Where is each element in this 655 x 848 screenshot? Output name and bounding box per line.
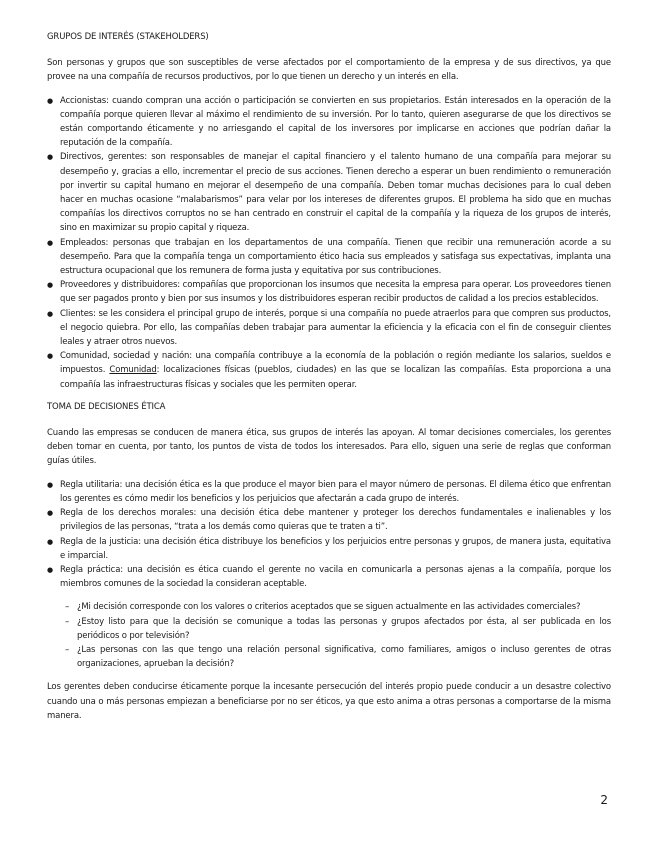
section-heading-stakeholders: GRUPOS DE INTERÉS (STAKEHOLDERS) (47, 32, 209, 42)
list-item: ● Regla de los derechos morales: una decisión ética debe mantener y proteger los derechos fundamentales e inalienables y los privilegios de las personas, “trata a los demás como quieras que te traten a ti”. (47, 506, 611, 534)
section-heading-ethical-decisions: TOMA DE DECISIONES ÉTICA (47, 401, 166, 412)
list-item-community (47, 349, 611, 392)
list-item: ● Regla de la justicia: una decisión ética distribuye los beneficios y los perjuicios entre personas y grupos, de manera justa, equitativa e imparcial. (47, 535, 611, 563)
stakeholders-list (47, 94, 611, 392)
ethical-decisions-intro-paragraph: Cuando las empresas se conducen de manera ética, sus grupos de interés las apoyan. Al tomar decisiones comerciales, los gerentes deben tomar en cuenta, por tanto, los puntos de vista de todos los interesados. Para ello, siguen una serie de reglas que conforman guías útiles. (47, 428, 611, 467)
list-item: – ¿Estoy listo para que la decisión se comunique a todas las personas y grupos afectados por ésta, al ser publicada en los periódicos o por televisión? (65, 615, 611, 643)
list-item: ● Empleados: personas que trabajan en los departamentos de una compañía. Tienen que recibir una remuneración acorde a su desempeño. Para que la compañía tenga un comportamiento ético hacia sus empleados y satisfaga sus expectativas, implanta una estructura ocupacional que los remunera de forma justa y equitativa por sus contribuciones. (47, 236, 611, 279)
community-text-before: Comunidad, sociedad y nación: una compañía contribuye a la economía de la población o región mediante los salarios, sueldos e impuestos. (60, 351, 611, 376)
stakeholders-intro-paragraph: Son personas y grupos que son susceptibles de verse afectados por el comportamiento de la empresa y de sus directivos, ya que provee na una compañía de recursos productivos, por lo que tienen un derecho y un interés en ella. (47, 58, 611, 83)
questions-list (65, 600, 611, 671)
community-text-after: : localizaciones físicas (pueblos, ciudades) en las que se localizan las compañías. Esta proporciona a una compañía las infraestructuras físicas y sociales que les permiten operar. (60, 365, 611, 390)
list-item: ● Accionistas: cuando compran una acción o participación se convierten en sus propietarios. Están interesados en la operación de la compañía porque quieren llevar al máximo el rendimiento de su inversión. Por lo tanto, quieren asegurarse de que los directivos se están comportando éticamente y no arriesgando el capital de los inversores por implicarse en acciones que podrían dañar la reputación de la compañía. (47, 94, 611, 151)
list-item: – ¿Las personas con las que tengo una relación personal significativa, como familiares, amigos o incluso gerentes de otras organizaciones, aprueban la decisión? (65, 643, 611, 671)
document-page (47, 30, 611, 723)
list-item: – ¿Mi decisión corresponde con los valores o criterios aceptados que se siguen actualmente en las actividades comerciales? (65, 600, 611, 614)
list-item: ● Clientes: se les considera el principal grupo de interés, porque si una compañía no puede atraerlos para que compren sus productos, el negocio quiebra. Por ello, las compañías deben trabajar para aumentar la eficiencia y la eficacia con el fin de conseguir clientes leales y atraer otros nuevos. (47, 307, 611, 350)
community-underlined-term: Comunidad (109, 365, 157, 376)
rules-list (47, 478, 611, 592)
closing-paragraph: Los gerentes deben conducirse éticamente porque la incesante persecución del interés propio puede conducir a un desastre colectivo cuando una o más personas empiezan a beneficiarse por no ser éticos, ya que esto anima a otras personas a comportarse de la misma manera. (47, 682, 611, 721)
list-item: ● Proveedores y distribuidores: compañías que proporcionan los insumos que necesita la empresa para operar. Los proveedores tienen que ser pagados pronto y bien por sus insumos y los distribuidores esperan recibir productos de calidad a los precios establecidos. (47, 278, 611, 306)
list-item: ● Directivos, gerentes: son responsables de manejar el capital financiero y el talento humano de una compañía para mejorar su desempeño y, gracias a ello, incrementar el precio de sus acciones. Tienen derecho a esperar un buen rendimiento o remuneración por invertir su capital humano en mejorar el desempeño de una compañía. Deben tomar muchas decisiones para lo cual deben hacer en muchas ocasione “malabarismos” para velar por los intereses de diferentes grupos. El problema ha sido que en muchas compañías los directivos corruptos no se han centrado en construir el capital de la compañía y la riqueza de los grupos de interés, sino en maximizar su propio capital y riqueza. (47, 150, 611, 235)
list-item: ● Regla utilitaria: una decisión ética es la que produce el mayor bien para el mayor número de personas. El dilema ético que enfrentan los gerentes es cómo medir los beneficios y los perjuicios que afectarán a cada grupo de interés. (47, 478, 611, 506)
page-number: 2 (600, 793, 608, 807)
list-item: ● Regla práctica: una decisión es ética cuando el gerente no vacila en comunicarla a personas ajenas a la compañía, porque los miembros comunes de la sociedad la consideran aceptable. (47, 563, 611, 591)
